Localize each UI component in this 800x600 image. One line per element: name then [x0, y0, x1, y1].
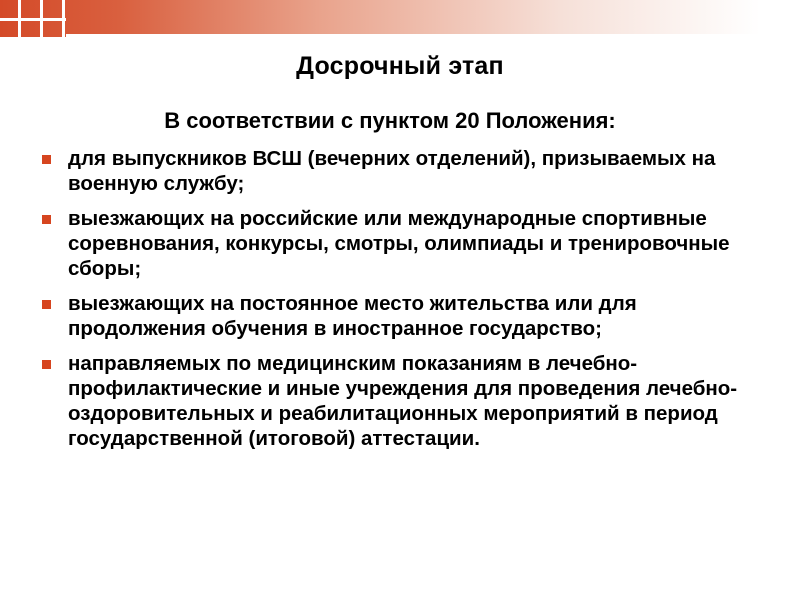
band-divider-horizontal-1	[0, 18, 66, 21]
list-item-text: направляемых по медицинским показаниям в лечебно-профилактические и иные учреждения для проведения лечебно-оздоровительных и реабилитационных мероприятий в период государственной (итоговой) аттестации.	[68, 352, 738, 450]
page-title: Досрочный этап	[296, 52, 504, 80]
band-divider-vertical-1	[18, 0, 21, 42]
band-divider-vertical-3	[62, 0, 65, 42]
list-item	[30, 351, 770, 451]
decorative-header-band	[0, 0, 800, 42]
list-item	[30, 206, 770, 281]
list-item	[30, 146, 770, 196]
slide-body	[30, 108, 770, 461]
square-bullet-icon	[42, 300, 51, 309]
square-bullet-icon	[42, 360, 51, 369]
lead-paragraph: В соответствии с пунктом 20 Положения:	[164, 108, 616, 133]
square-bullet-icon	[42, 215, 51, 224]
band-divider-horizontal-2	[0, 37, 66, 42]
list-item-text: выезжающих на постоянное место жительства или для продолжения обучения в иностранное государство;	[68, 292, 637, 340]
list-item-text: для выпускников ВСШ (вечерних отделений), призываемых на военную службу;	[68, 147, 716, 195]
band-baseline	[66, 34, 800, 42]
bullet-list	[30, 146, 770, 451]
band-divider-vertical-2	[40, 0, 43, 42]
list-item-text: выезжающих на российские или международные спортивные соревнования, конкурсы, смотры, олимпиады и тренировочные сборы;	[68, 207, 730, 280]
square-bullet-icon	[42, 155, 51, 164]
list-item	[30, 291, 770, 341]
